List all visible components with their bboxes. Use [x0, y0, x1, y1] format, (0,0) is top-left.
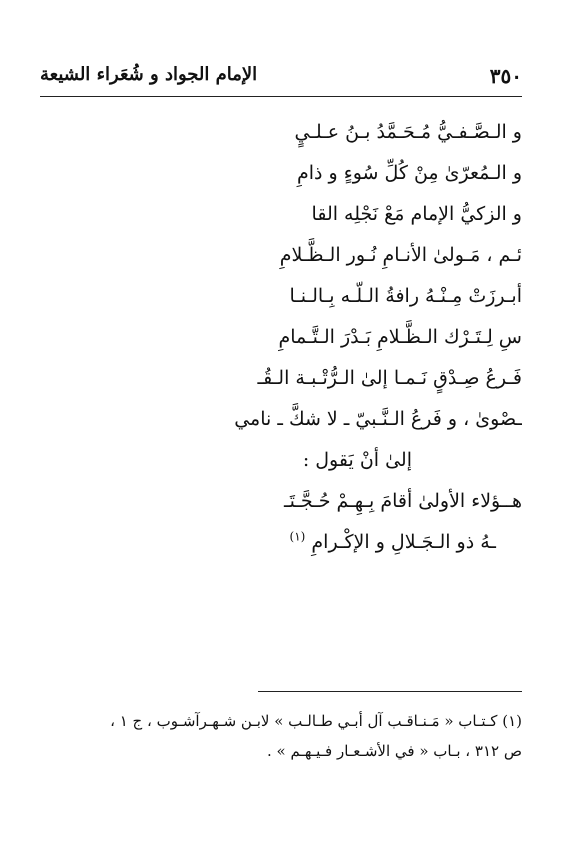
footnote: [56, 706, 522, 766]
running-title: الإمام الجواد و شُعَراء الشيعة: [40, 64, 258, 85]
poem-body: [60, 112, 522, 563]
verse-intro-line: إلىٰ أنْ يَقول :: [302, 449, 412, 471]
header-divider: [40, 96, 522, 97]
verse-line: و الـمُعرّىٰ مِنْ كُلِّ سُوءٍ و ذامِ: [297, 162, 522, 184]
verse-line: هــؤلاء الأولىٰ أقامَ بِـهِـمْ حُـجَّـتَـ: [284, 490, 522, 512]
footnote-line: ص ٣١٢ ، بـاب « في الأشـعـار فـيـهـم » .: [266, 742, 522, 760]
verse-line: أبـرزَتْ مِـنْـهُ رافةُ الـلّـه بِـالـنـا: [289, 285, 522, 307]
footnote-line: (١) كـتـاب « مَـنـاقـب آل أبـي طـالـب » لابـن شـهـرآشـوب ، ج ١ ،: [110, 712, 522, 730]
verse-line: و الـصَّـفـيُّ مُـحَـمَّدُ بـنُ عـلـيٍ: [294, 121, 522, 143]
verse-text: ـهُ ذو الـجَـلالِ و الإكْـرامِ: [311, 531, 496, 553]
verse-line: ـصْوىٰ ، و فَرعُ الـنَّـبيّ ـ لا شكَّ ـ نامي: [234, 408, 522, 430]
verse-line: و الزكيُّ الإمام مَعْ نَجْلِه القا: [311, 203, 522, 225]
verse-line: ئـم ، مَـولىٰ الأنـامِ نُـور الـظَّـلامِ: [279, 244, 522, 266]
verse-line: سِ لِـتَـرْك الـظَّـلامِ بَـدْرَ الـتَّـمامِ: [278, 326, 522, 348]
page-number: ٣٥٠: [489, 64, 522, 88]
footnote-divider: [258, 691, 522, 692]
verse-line: فَـرعُ صِـدْقٍ نَـمـا إلىٰ الـرُّتْـبـة الـقُـ: [257, 367, 522, 389]
page-header: [40, 62, 522, 96]
footnote-reference-marker[interactable]: (١): [289, 529, 306, 544]
verse-line-last: [60, 522, 522, 563]
